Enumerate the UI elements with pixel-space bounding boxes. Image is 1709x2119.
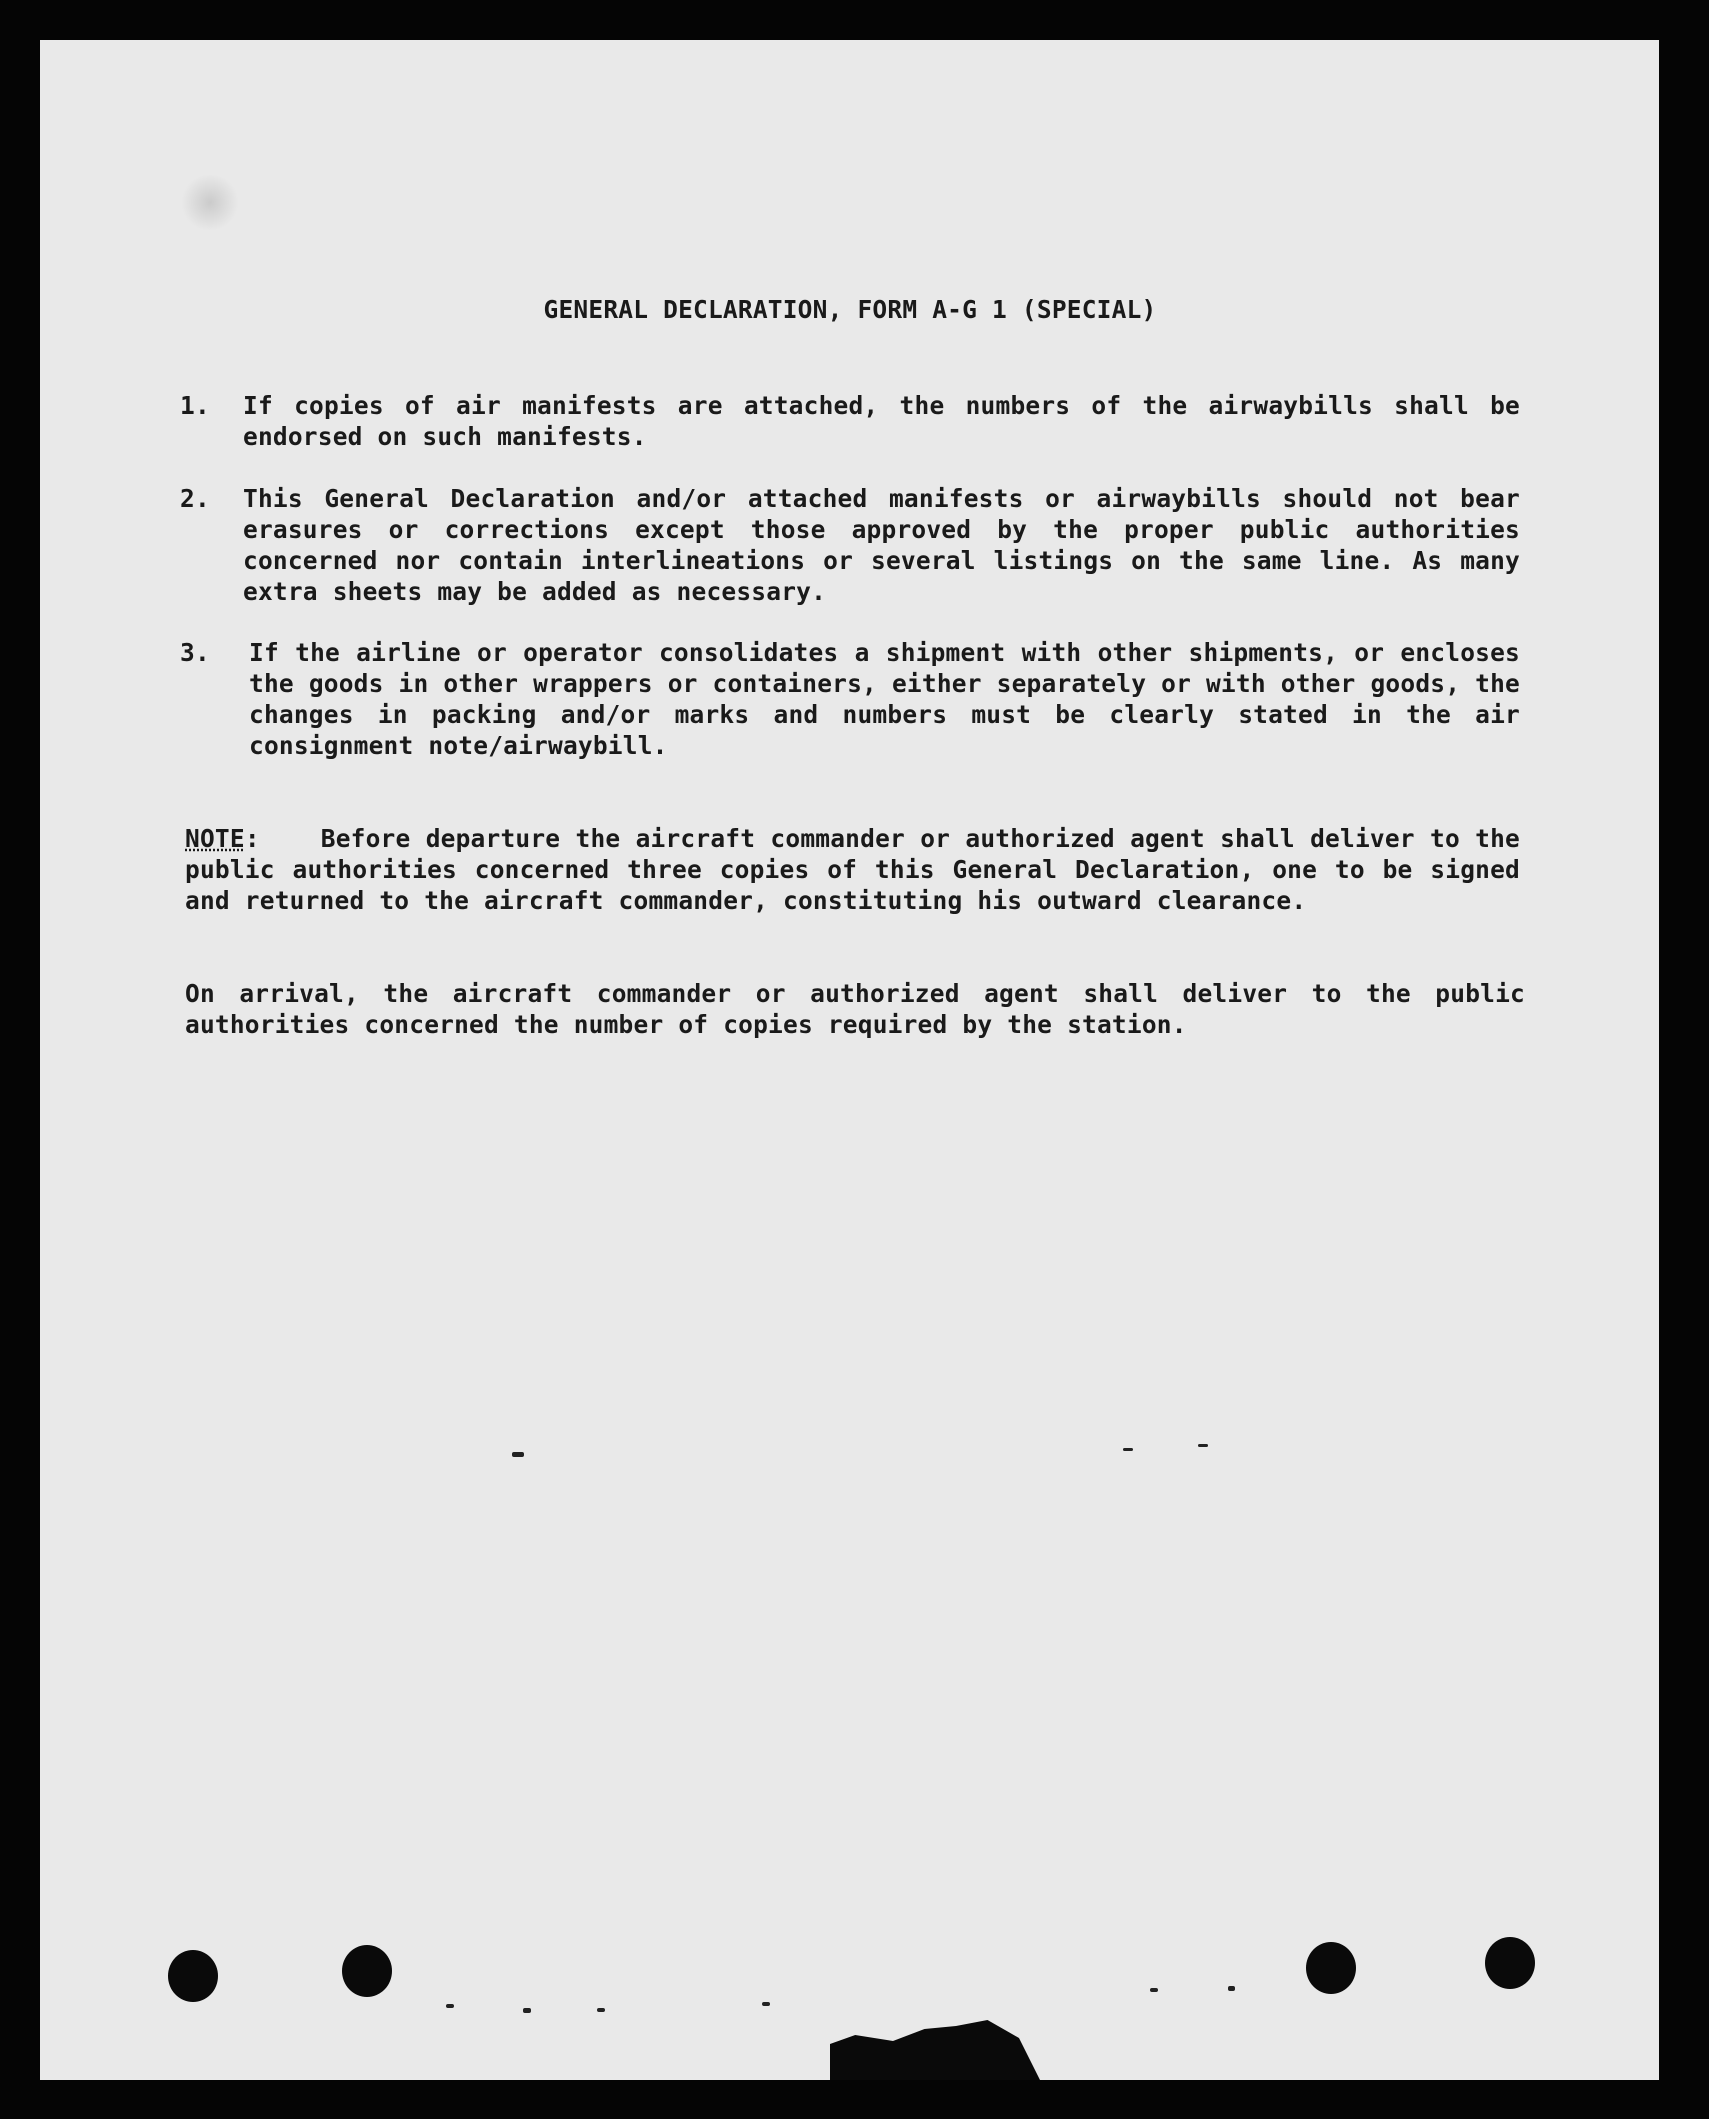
list-item-text: This General Declaration and/or attached manifests or airwaybills should not bear erasures or corrections except those approved by the proper public authorities concerned nor contain interlineations or several listings on the same line. As many extra sheets may be added as necessary. — [243, 484, 1520, 606]
ink-speck — [1123, 1448, 1133, 1451]
ink-speck — [1198, 1444, 1208, 1447]
paper-sheet — [40, 40, 1659, 2080]
list-item-text: If the airline or operator consolidates a shipment with other shipments, or encloses the goods in other wrappers or containers, either separately or with other goods, the changes in packing and/or marks and numbers must be clearly stated in the air consignment note/airwaybill. — [249, 638, 1520, 760]
note-paragraph — [185, 823, 1520, 916]
note-text: Before departure the aircraft commander or authorized agent shall deliver to the public authorities concerned three copies of this General Declaration, one to be signed and returned to the aircraft commander, constituting his outward clearance. — [185, 824, 1520, 915]
list-item-number: 1. — [180, 391, 210, 420]
ink-speck — [1228, 1986, 1235, 1991]
ink-speck — [446, 2004, 454, 2008]
document-title: GENERAL DECLARATION, FORM A-G 1 (SPECIAL) — [543, 295, 1157, 324]
note-colon: : — [244, 824, 260, 853]
ink-speck — [597, 2008, 605, 2012]
ink-speck — [512, 1452, 524, 1457]
ink-speck — [762, 2002, 770, 2006]
paper-smudge — [180, 175, 240, 230]
ink-speck — [523, 2008, 531, 2013]
list-item-text: If copies of air manifests are attached, the numbers of the airwaybills shall be endorsed on such manifests. — [243, 391, 1520, 451]
punch-hole — [1485, 1937, 1535, 1989]
note-label: NOTE — [185, 824, 245, 853]
punch-hole — [168, 1950, 218, 2002]
list-item-number: 3. — [180, 638, 210, 667]
punch-hole — [1306, 1942, 1356, 1994]
list-item-number: 2. — [180, 484, 210, 513]
punch-hole — [342, 1945, 392, 1997]
ink-speck — [1150, 1988, 1158, 1992]
arrival-paragraph: On arrival, the aircraft commander or authorized agent shall deliver to the public authorities concerned the number of copies required by the station. — [185, 979, 1525, 1039]
